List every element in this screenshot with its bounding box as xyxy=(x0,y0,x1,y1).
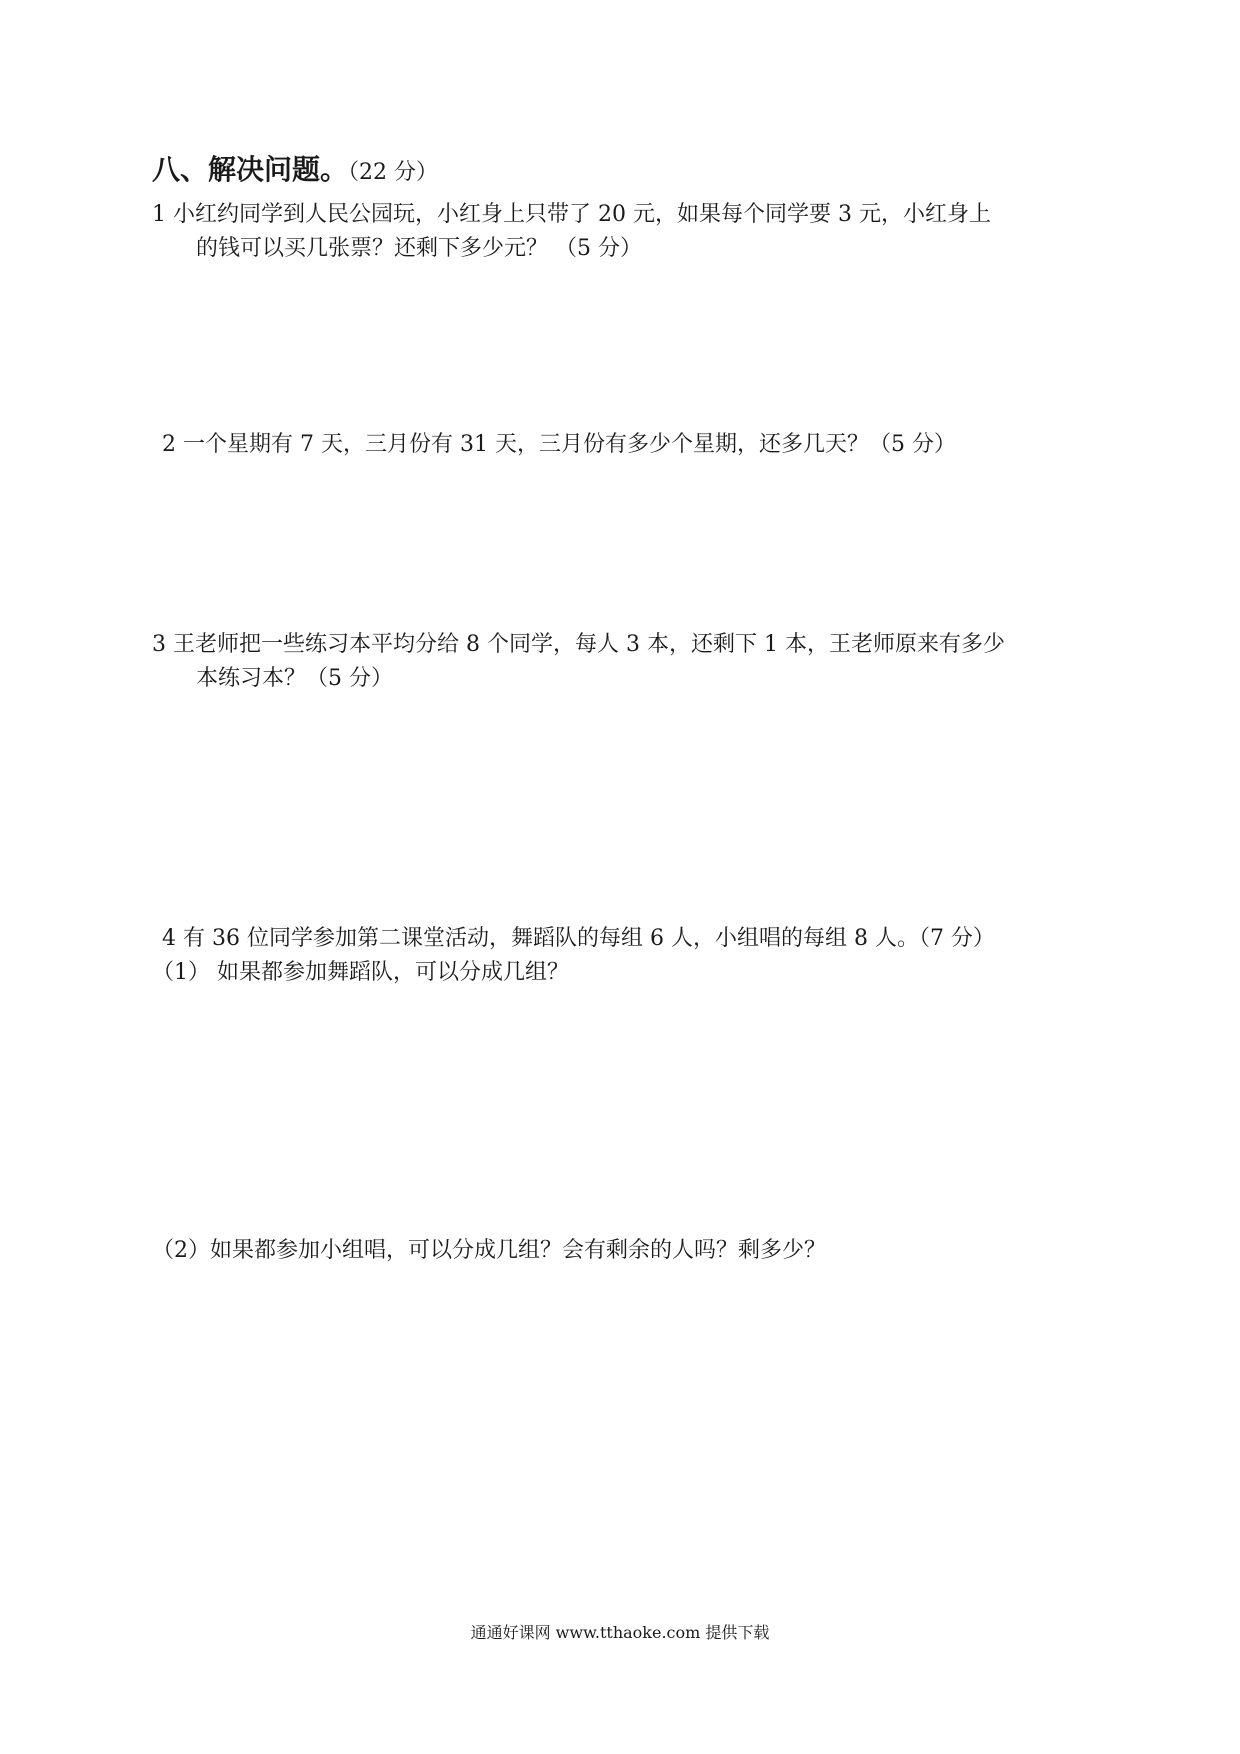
question-1-line-1: 1 小红约同学到人民公园玩，小红身上只带了 20 元，如果每个同学要 3 元，小红身上 xyxy=(152,202,991,227)
section-title: 八、解决问题。 xyxy=(152,153,349,186)
question-4-sub-2: （2）如果都参加小组唱，可以分成几组？会有剩余的人吗？剩多少？ xyxy=(152,1238,826,1263)
section-heading xyxy=(152,150,438,193)
section-score: （22 分） xyxy=(348,160,439,185)
question-4-sub-1: （1） 如果都参加舞蹈队，可以分成几组？ xyxy=(152,960,569,985)
question-3-line-2: 本练习本？（5 分） xyxy=(196,666,393,691)
question-3-line-1: 3 王老师把一些练习本平均分给 8 个同学，每人 3 本，还剩下 1 本，王老师原来有多少 xyxy=(152,632,1005,657)
question-4-line-1: 4 有 36 位同学参加第二课堂活动，舞蹈队的每组 6 人，小组唱的每组 8 人。（7 分） xyxy=(162,926,995,951)
question-2-line-1: 2 一个星期有 7 天，三月份有 31 天，三月份有多少个星期，还多几天？（5 分） xyxy=(162,432,956,457)
footer-credit: 通通好课网 www.tthaoke.com 提供下载 xyxy=(470,1623,770,1642)
question-1-line-2: 的钱可以买几张票？还剩下多少元？ （5 分） xyxy=(196,236,642,261)
